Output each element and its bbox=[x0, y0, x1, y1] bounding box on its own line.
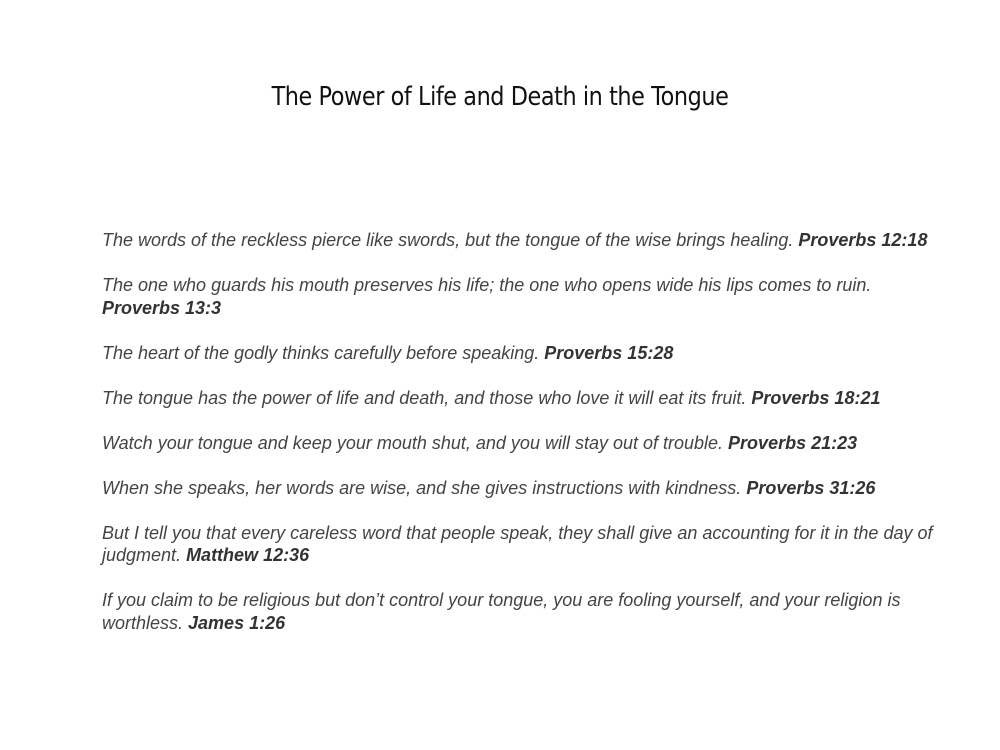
verse-reference: Proverbs 15:28 bbox=[544, 342, 674, 363]
verse-text: When she speaks, her words are wise, and she gives instructions with kindness. bbox=[102, 477, 747, 498]
verse-reference: Proverbs 18:21 bbox=[751, 387, 881, 408]
verse-reference: Proverbs 21:23 bbox=[728, 432, 858, 453]
verse-reference: Proverbs 31:26 bbox=[746, 477, 876, 498]
verse-reference: Proverbs 13:3 bbox=[102, 297, 222, 318]
verse-text: But I tell you that every careless word that people speak, they shall give an accounting for it in the day of judgment. bbox=[102, 522, 933, 565]
verse-list bbox=[102, 229, 947, 657]
verse-item bbox=[102, 274, 947, 319]
verse-item bbox=[102, 477, 947, 500]
verse-item bbox=[102, 342, 947, 365]
verse-item bbox=[102, 432, 947, 455]
verse-item bbox=[102, 522, 947, 567]
verse-item bbox=[102, 589, 947, 634]
verse-text: The words of the reckless pierce like swords, but the tongue of the wise brings healing. bbox=[102, 230, 799, 250]
verse-reference: James 1:26 bbox=[188, 612, 286, 633]
verse-text: The one who guards his mouth preserves his life; the one who opens wide his lips comes to ruin. bbox=[102, 275, 872, 295]
verse-text: Watch your tongue and keep your mouth shut, and you will stay out of trouble. bbox=[102, 432, 729, 453]
verse-reference: Proverbs 12:18 bbox=[798, 230, 928, 250]
verse-text: The heart of the godly thinks carefully before speaking. bbox=[102, 342, 545, 363]
verse-item bbox=[102, 387, 947, 410]
slide-title: The Power of Life and Death in the Tongue bbox=[271, 82, 729, 112]
verse-item bbox=[102, 229, 947, 252]
verse-text: If you claim to be religious but don’t control your tongue, you are fooling yourself, and your religion is worthless. bbox=[102, 590, 901, 633]
verse-reference: Matthew 12:36 bbox=[186, 545, 310, 565]
verse-text: The tongue has the power of life and death, and those who love it will eat its fruit. bbox=[102, 387, 752, 408]
